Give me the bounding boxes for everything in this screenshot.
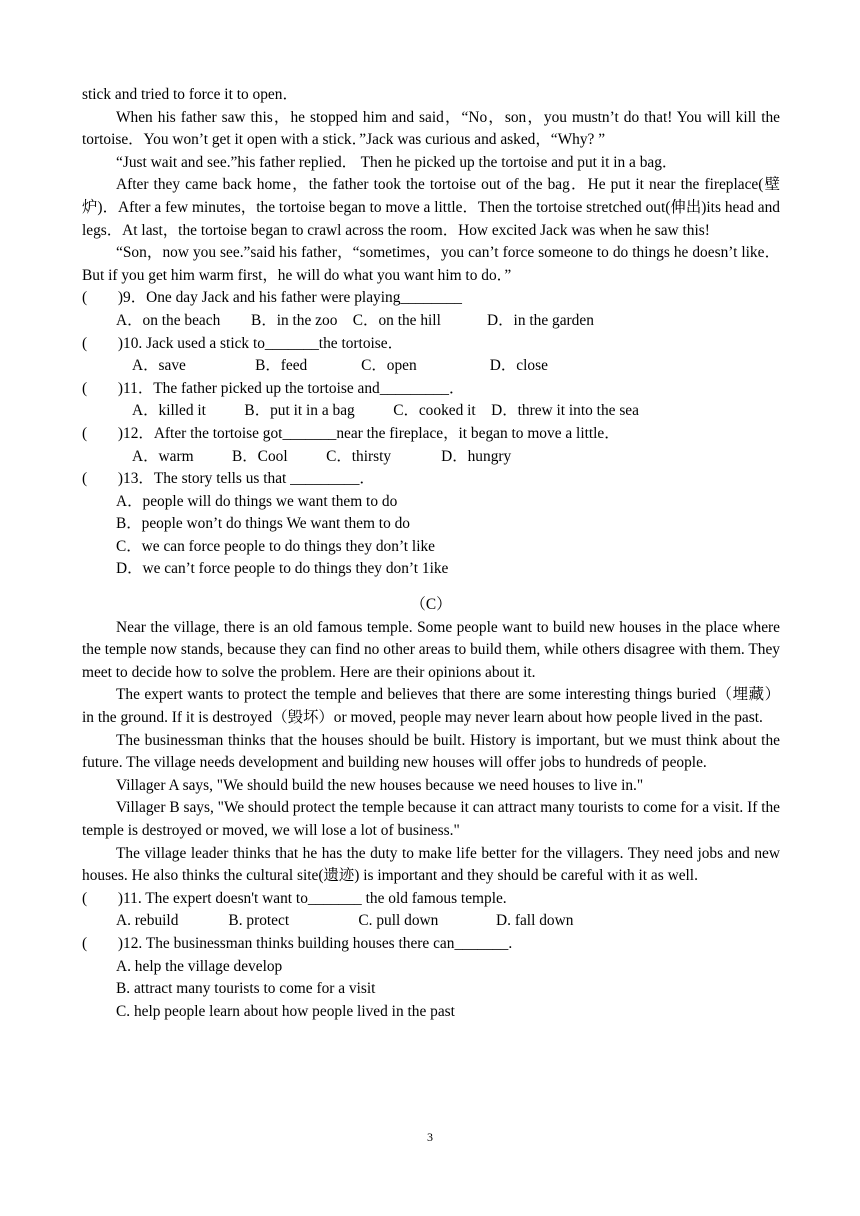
paragraph: The businessman thinks that the houses should be built. History is important, but we must think about the future. The village needs development and building new houses will offer jobs to hundreds of people. bbox=[82, 731, 780, 772]
question-option: C. help people learn about how people lived in the past bbox=[116, 1002, 455, 1020]
section-title: （C） bbox=[410, 596, 452, 614]
question-options: A．save B．feed C．open D．close bbox=[132, 357, 548, 375]
question-stem: ( )10. Jack used a stick to_______the tortoise． bbox=[82, 334, 404, 352]
question-stem: ( )11. The expert doesn't want to_______ the old famous temple. bbox=[82, 889, 507, 907]
question-option: A. help the village develop bbox=[116, 957, 283, 975]
question-stem: ( )12．After the tortoise got_______near the fireplace，it began to move a little． bbox=[82, 424, 620, 442]
paragraph: “Just wait and see.”his father replied． Then he picked up the tortoise and put it in a bag． bbox=[116, 153, 678, 171]
question-option: A．people will do things we want them to do bbox=[116, 492, 398, 510]
question-options: A．warm B．Cool C．thirsty D．hungry bbox=[132, 447, 512, 465]
question-stem: ( )11．The father picked up the tortoise and_________． bbox=[82, 379, 465, 397]
question-options: A．killed it B．put it in a bag C．cooked it D．threw it into the sea bbox=[132, 402, 639, 420]
question-stem: ( )12. The businessman thinks building houses there can_______. bbox=[82, 934, 513, 952]
paragraph: Villager A says, "We should build the new houses because we need houses to live in." bbox=[116, 776, 644, 794]
question-options: A. rebuild B. protect C. pull down D. fall down bbox=[116, 912, 574, 930]
question-option: D．we can’t force people to do things they don’t 1ike bbox=[116, 560, 449, 578]
page-number: 3 bbox=[427, 1130, 433, 1144]
paragraph: “Son，now you see.”said his father，“sometimes，you can’t force someone to do things he doesn’t like．But if you get him warm first，he will do what you want him to do．” bbox=[82, 244, 780, 284]
question-stem: ( )13．The story tells us that _________． bbox=[82, 470, 375, 488]
paragraph: After they came back home，the father took the tortoise out of the bag．He put it near the fireplace(壁炉)．After a few minutes，the tortoise began to move a little．Then the tortoise stretched out(伸出)its head and legs．At last，the tortoise began to crawl across the room．How excited Jack was when he saw this! bbox=[82, 176, 780, 239]
question-option: B. attract many tourists to come for a visit bbox=[116, 980, 376, 998]
paragraph: When his father saw this，he stopped him and said，“No，son，you mustn’t do that! You will kill the tortoise．You won’t get it open with a stick．”Jack was curious and asked，“Why? ” bbox=[82, 108, 780, 149]
paragraph: Near the village, there is an old famous temple. Some people want to build new houses in the place where the temple now stands, because they can find no other areas to build them, while others disagree with them. They meet to decide how to solve the problem. Here are their opinions about it. bbox=[82, 618, 780, 681]
document-page bbox=[82, 84, 780, 1023]
question-stem: ( )9．One day Jack and his father were playing________ bbox=[82, 289, 462, 307]
question-options: A．on the beach B．in the zoo C．on the hill D．in the garden bbox=[116, 311, 594, 329]
question-option: C．we can force people to do things they don’t like bbox=[116, 537, 435, 555]
paragraph: The village leader thinks that he has the duty to make life better for the villagers. They need jobs and new houses. He also thinks the cultural site(遗迹) is important and they should be careful with it as well. bbox=[82, 844, 780, 885]
paragraph: stick and tried to force it to open． bbox=[82, 86, 298, 103]
question-option: B．people won’t do things We want them to do bbox=[116, 515, 411, 533]
paragraph: Villager B says, "We should protect the temple because it can attract many tourists to come for a visit. If the temple is destroyed or moved, we will lose a lot of business." bbox=[82, 799, 781, 839]
paragraph: The expert wants to protect the temple and believes that there are some interesting things buried（埋藏）in the ground. If it is destroyed（毁坏）or moved, people may never learn about how people lived in the past. bbox=[82, 686, 780, 727]
